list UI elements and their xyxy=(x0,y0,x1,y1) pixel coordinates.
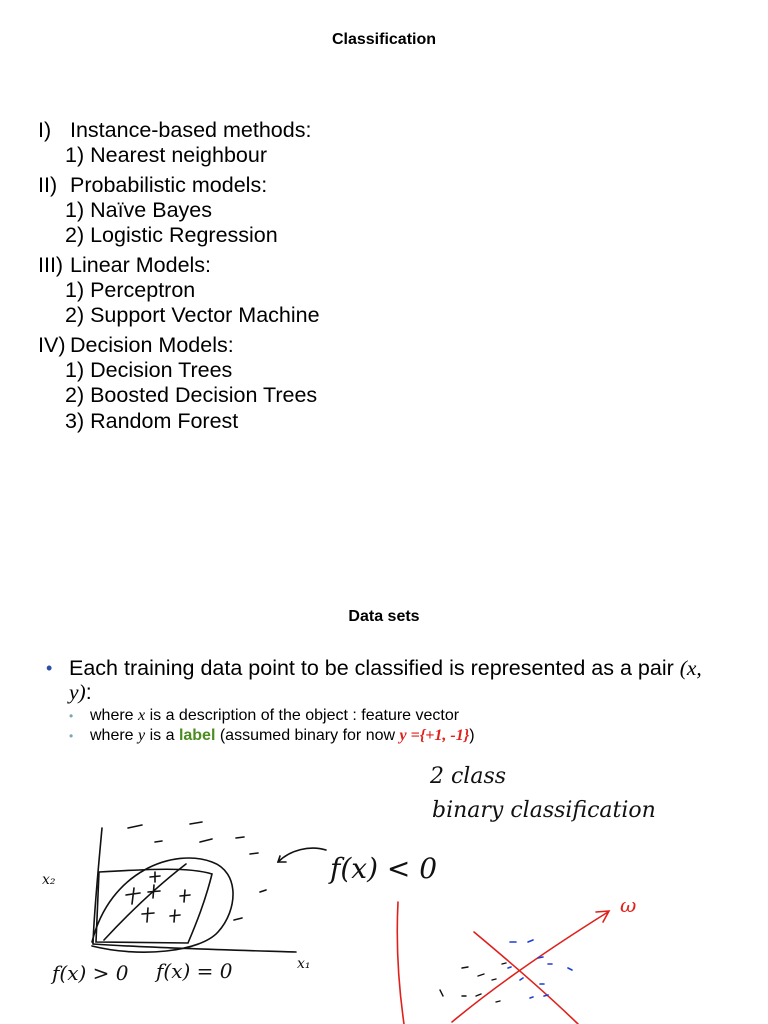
section-label: Linear Models: xyxy=(70,252,212,277)
section-numeral: I) xyxy=(38,118,52,142)
outline-section xyxy=(38,333,320,435)
outline-section xyxy=(38,173,320,249)
bullet-text: Each training data point to be classified is represented as a pair xyxy=(69,656,680,680)
hw-axis-x1: x₁ xyxy=(297,956,311,972)
sub-text: is a xyxy=(145,727,179,744)
slide-data-sets xyxy=(0,512,768,1024)
sub-text: ) xyxy=(469,727,475,744)
section-label: Instance-based methods: xyxy=(70,118,312,142)
section-label: Decision Models: xyxy=(70,332,234,357)
var-y: y xyxy=(138,727,146,744)
handwritten-annotations xyxy=(0,512,768,1024)
hw-f-negative: f(x) < 0 xyxy=(330,852,438,885)
outline-item: 2) Boosted Decision Trees xyxy=(65,383,318,407)
hw-plot-left xyxy=(92,822,326,952)
hw-black-points xyxy=(440,963,506,1002)
hw-f-zero: f(x) = 0 xyxy=(156,959,233,983)
bullet-dot-icon: • xyxy=(46,658,53,678)
hw-axis-x2: x₂ xyxy=(42,872,56,888)
bullet-suffix: : xyxy=(85,680,92,704)
outline-item: 1) Perceptron xyxy=(65,277,196,302)
sub-text: where xyxy=(90,707,139,724)
hw-red-boundary xyxy=(474,932,578,1024)
var-x: x xyxy=(138,707,146,724)
slide-title: Data sets xyxy=(348,608,420,625)
section-numeral: IV) xyxy=(38,332,66,357)
sub-text: is a description of the object : feature vector xyxy=(145,707,460,724)
section-numeral: III) xyxy=(38,252,64,277)
outline-item: 3) Random Forest xyxy=(65,408,239,433)
outline-item: 1) Decision Trees xyxy=(65,357,233,382)
hw-omega: ω xyxy=(620,893,637,917)
slide-title: Classification xyxy=(331,31,437,48)
hw-red-axis xyxy=(397,902,404,1024)
hw-two-class: 2 class xyxy=(430,764,507,789)
outline-section xyxy=(38,253,320,329)
sub-text: (assumed binary for now xyxy=(215,727,400,744)
outline-section xyxy=(38,118,320,169)
methods-outline xyxy=(38,118,320,434)
hw-binary-classification: binary classification xyxy=(432,798,656,823)
section-numeral: II) xyxy=(38,172,58,197)
outline-item: 1) Nearest neighbour xyxy=(65,143,267,167)
sub-bullet-dot-icon: • xyxy=(69,729,74,743)
hw-box xyxy=(96,869,212,943)
hw-enclosure xyxy=(92,858,233,952)
outline-item: 2) Logistic Regression xyxy=(65,223,278,247)
outline-item: 2) Support Vector Machine xyxy=(65,303,320,327)
label-keyword: label xyxy=(178,727,216,744)
sub-text: where xyxy=(90,727,139,744)
hw-f-positive: f(x) > 0 xyxy=(52,961,129,985)
section-label: Probabilistic models: xyxy=(70,172,268,197)
outline-item: 1) Naïve Bayes xyxy=(65,197,212,222)
hw-arrow xyxy=(278,848,326,862)
hw-red-vector xyxy=(452,912,608,1022)
label-set: y ={+1, -1} xyxy=(399,727,470,744)
hw-plot-right xyxy=(397,902,609,1024)
sub-bullet-dot-icon: • xyxy=(69,709,74,723)
hw-separator xyxy=(104,864,186,940)
pair-math: (x, y) xyxy=(69,656,702,704)
